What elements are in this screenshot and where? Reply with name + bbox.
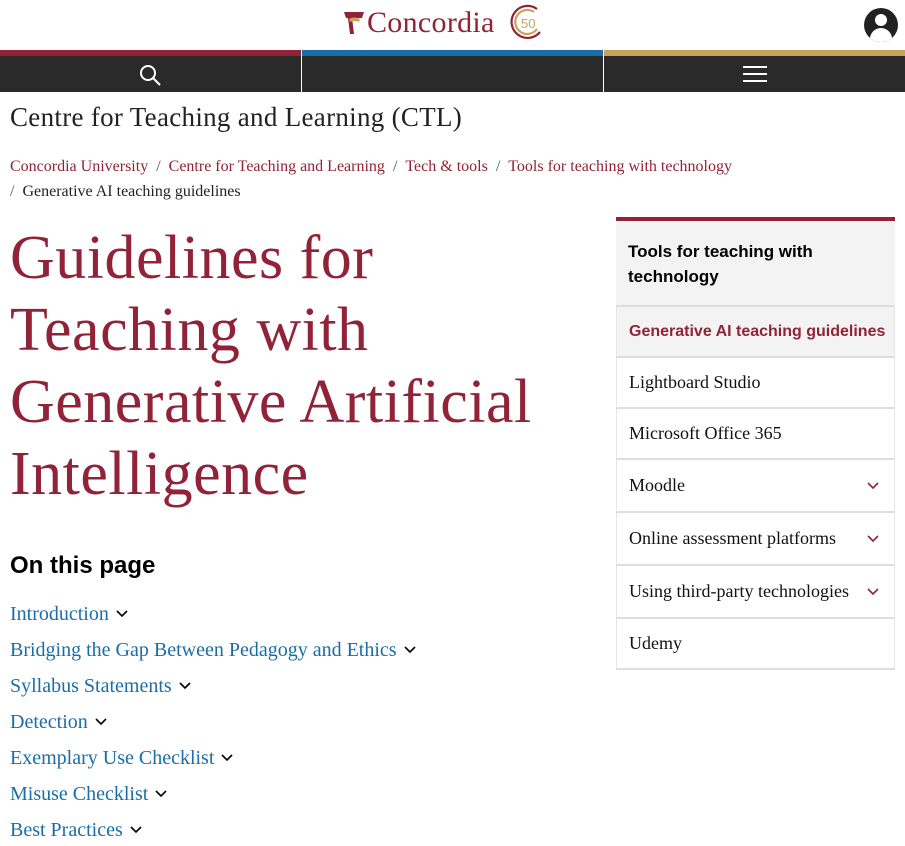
concordia-logo[interactable] xyxy=(343,3,545,43)
breadcrumb-separator: / xyxy=(10,183,15,200)
sidebar-item-label: Udemy xyxy=(629,633,682,653)
breadcrumb-separator: / xyxy=(156,158,161,175)
breadcrumb xyxy=(10,154,890,204)
chevron-down-icon xyxy=(154,789,168,799)
hamburger-menu-icon xyxy=(743,66,767,84)
main-nav-bar xyxy=(0,50,905,92)
toc-item[interactable]: Bridging the Gap Between Pedagogy and Ethics xyxy=(10,632,417,668)
nav-center-cell xyxy=(302,50,604,92)
shield-icon xyxy=(343,10,365,36)
toc-item[interactable]: Best Practices xyxy=(10,812,417,846)
toc-item[interactable]: Misuse Checklist xyxy=(10,776,417,812)
search-icon xyxy=(138,63,162,87)
breadcrumb-separator: / xyxy=(392,158,398,175)
toc-item[interactable]: Detection xyxy=(10,704,417,740)
sidebar-item-label: Moodle xyxy=(629,475,685,495)
sidebar-item-online-assessment[interactable] xyxy=(616,513,895,566)
sidebar-item-lightboard[interactable] xyxy=(616,358,895,409)
user-account-icon[interactable] xyxy=(864,8,898,42)
svg-text:50: 50 xyxy=(520,16,536,31)
breadcrumb-link[interactable]: Centre for Teaching and Learning xyxy=(168,158,385,175)
breadcrumb-link[interactable]: Tools for teaching with technology xyxy=(508,158,732,175)
section-sidebar xyxy=(616,217,895,670)
logo-wordmark: Concordia xyxy=(367,6,495,39)
chevron-down-icon xyxy=(178,681,192,691)
chevron-down-icon xyxy=(94,717,108,727)
sidebar-item-label: Lightboard Studio xyxy=(629,372,761,392)
breadcrumb-link[interactable]: Tech & tools xyxy=(405,158,488,175)
sidebar-item-moodle[interactable] xyxy=(616,460,895,513)
sidebar-item-office-365[interactable] xyxy=(616,409,895,460)
site-title[interactable]: Centre for Teaching and Learning (CTL) xyxy=(10,102,463,132)
chevron-down-icon xyxy=(129,825,143,835)
sidebar-heading[interactable]: Tools for teaching with technology xyxy=(616,221,895,307)
chevron-down-icon xyxy=(403,645,417,655)
page-title: Guidelines for Teaching with Generative Artificial Intelligence xyxy=(10,224,532,508)
on-this-page-heading: On this page xyxy=(10,552,156,579)
chevron-down-icon xyxy=(220,753,234,763)
sidebar-item-generative-ai[interactable] xyxy=(616,307,895,358)
breadcrumb-separator: / xyxy=(495,158,501,175)
anniversary-50-icon xyxy=(507,4,545,42)
on-this-page-list xyxy=(10,596,417,846)
sidebar-item-label: Using third-party technologies xyxy=(629,581,849,601)
breadcrumb-current: Generative AI teaching guidelines xyxy=(22,183,241,200)
search-button[interactable] xyxy=(0,50,301,92)
sidebar-item-udemy[interactable] xyxy=(616,619,895,670)
menu-button[interactable] xyxy=(604,50,905,92)
chevron-down-icon[interactable] xyxy=(866,481,880,491)
toc-item[interactable]: Syllabus Statements xyxy=(10,668,417,704)
site-header xyxy=(0,0,905,50)
toc-item[interactable]: Introduction xyxy=(10,596,417,632)
sidebar-item-label: Microsoft Office 365 xyxy=(629,423,782,443)
sidebar-item-third-party[interactable] xyxy=(616,566,895,619)
sidebar-item-label: Generative AI teaching guidelines xyxy=(629,322,886,340)
chevron-down-icon[interactable] xyxy=(866,587,880,597)
chevron-down-icon[interactable] xyxy=(866,534,880,544)
breadcrumb-link[interactable]: Concordia University xyxy=(10,158,149,175)
sidebar-item-label: Online assessment platforms xyxy=(629,528,836,548)
toc-item[interactable]: Exemplary Use Checklist xyxy=(10,740,417,776)
chevron-down-icon xyxy=(115,609,129,619)
